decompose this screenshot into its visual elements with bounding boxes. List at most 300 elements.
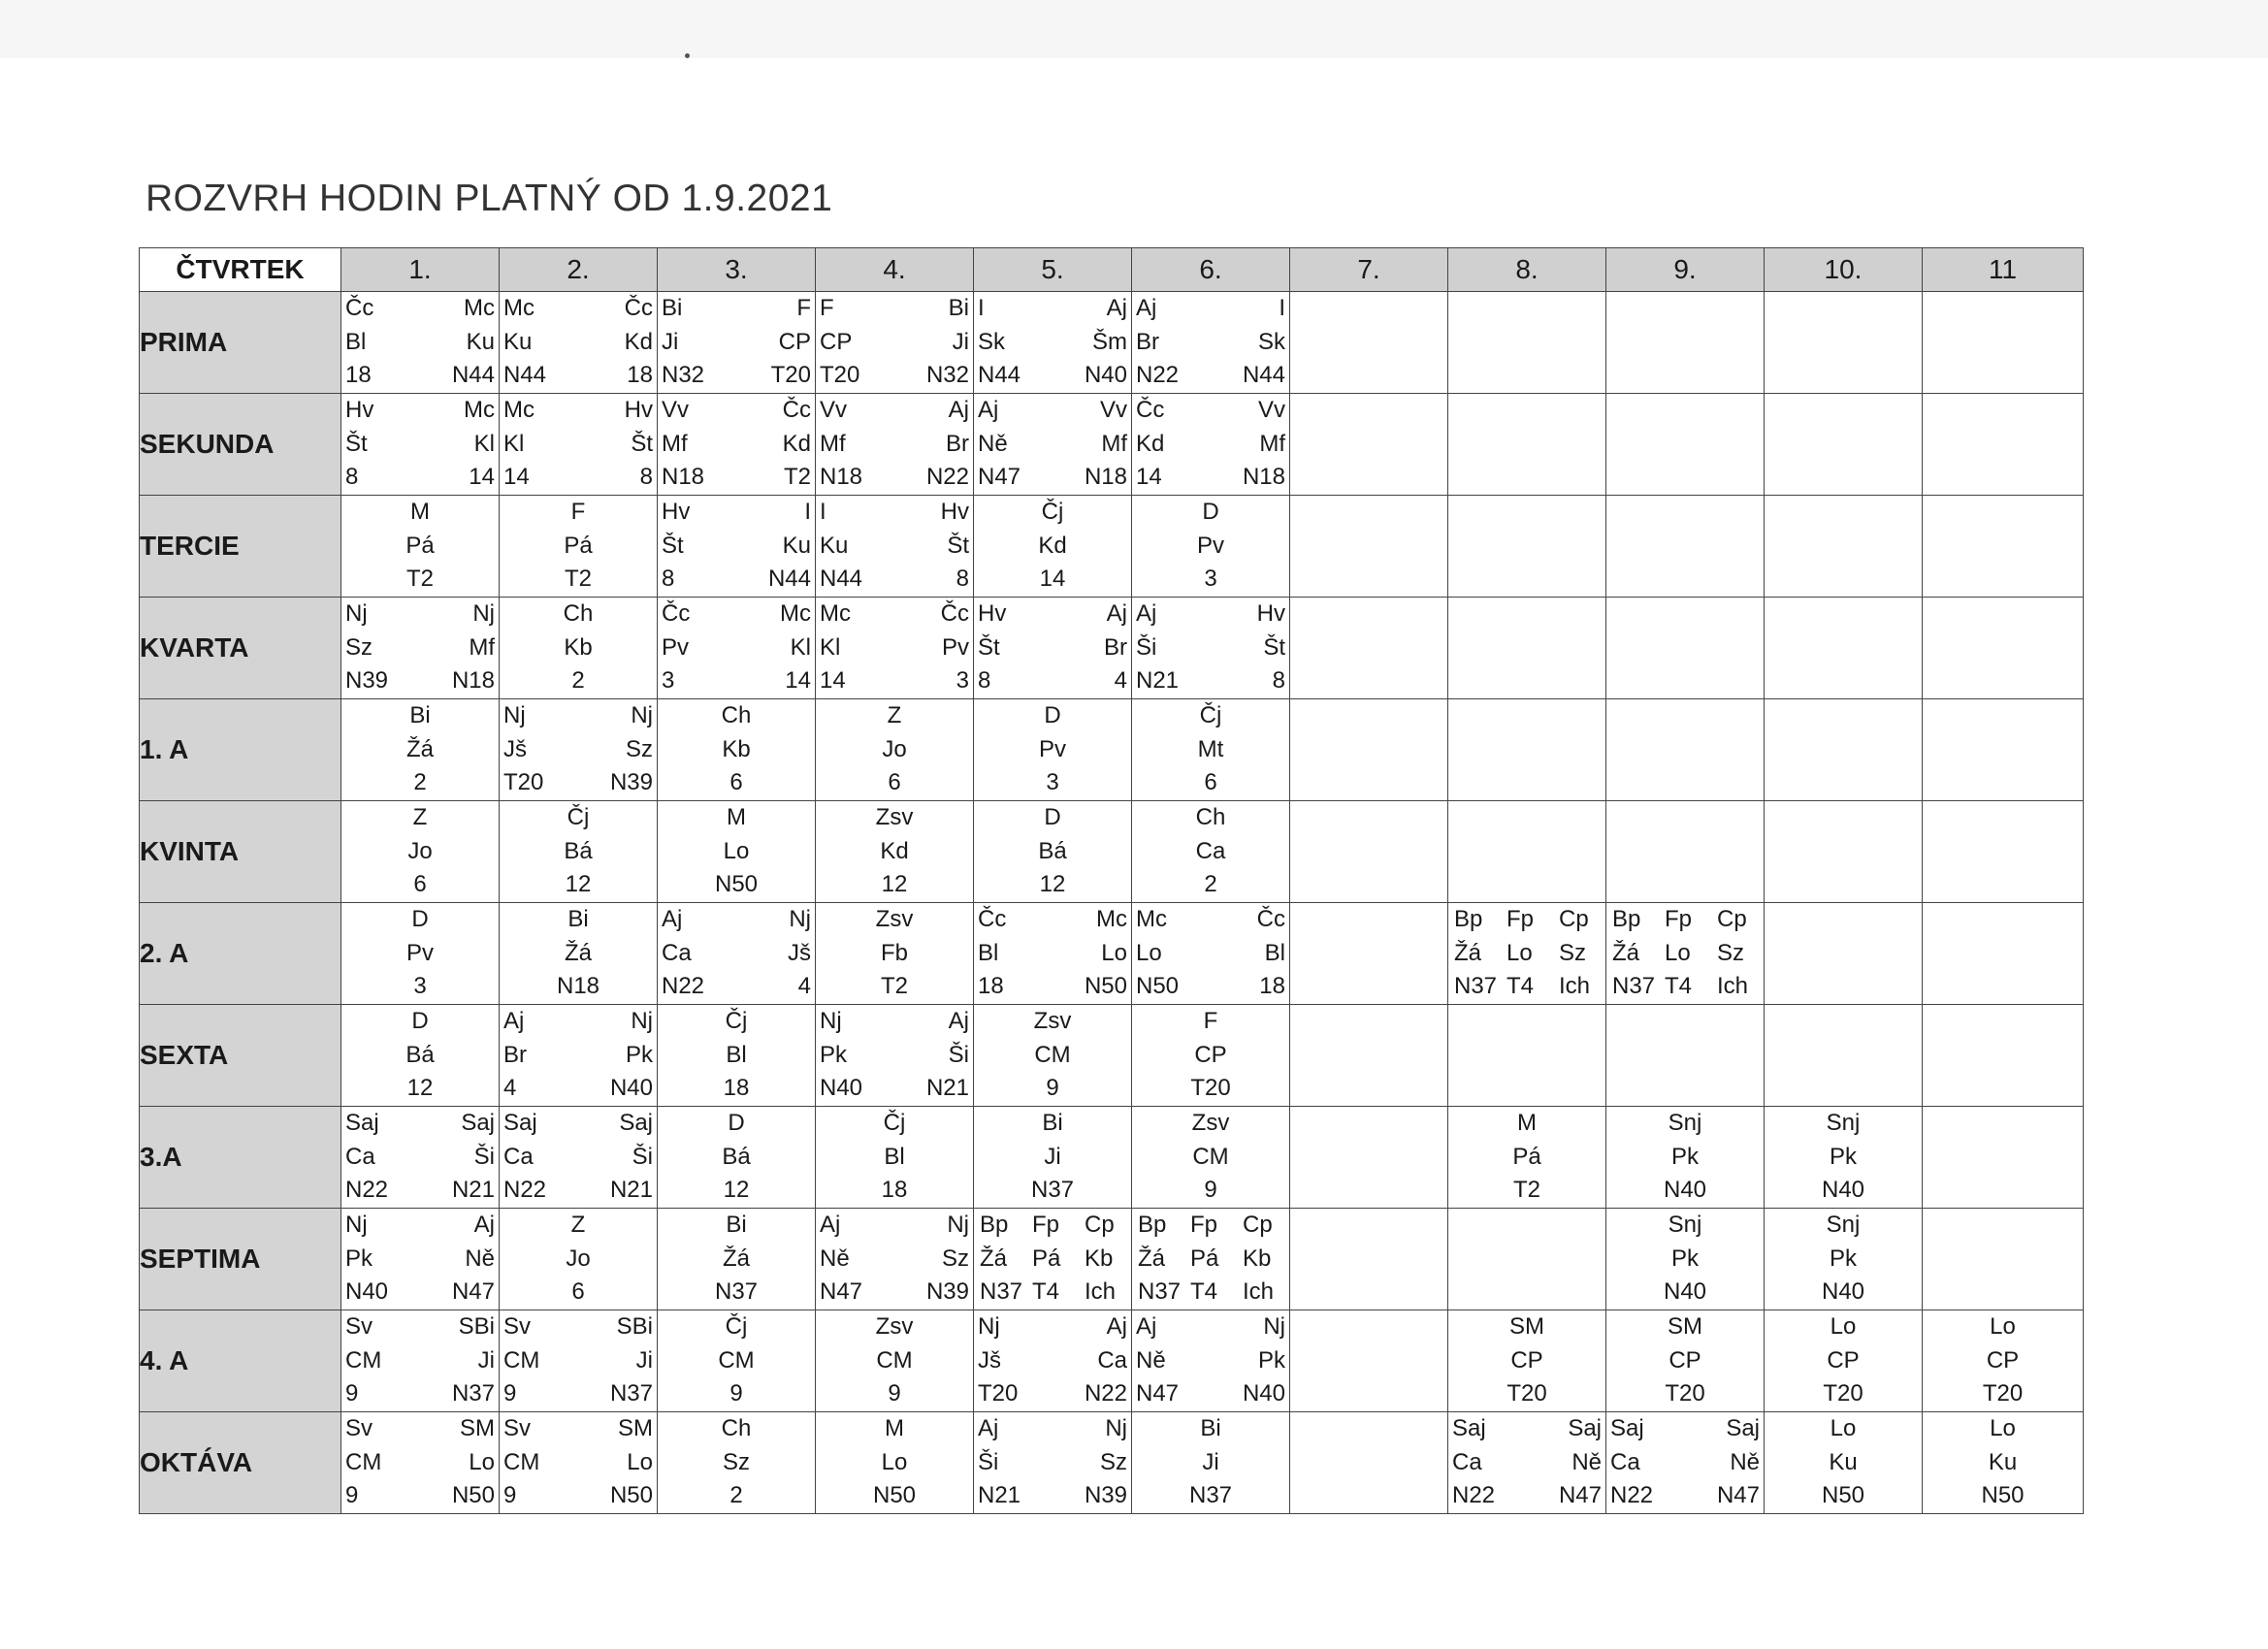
- room: 9: [345, 1380, 359, 1407]
- teacher: Ku: [1829, 1448, 1858, 1475]
- room: N22: [1452, 1482, 1496, 1509]
- teacher: Ně: [820, 1245, 850, 1272]
- teacher: Pk: [345, 1245, 373, 1272]
- lesson-cell: [974, 292, 1132, 394]
- room: T2: [783, 464, 811, 491]
- empty-cell: [1448, 699, 1606, 801]
- timetable-row: [140, 1412, 2084, 1514]
- subject: Nj: [345, 1212, 368, 1238]
- teacher: Pv: [1196, 532, 1224, 559]
- lesson-cell: [974, 1209, 1132, 1310]
- room: N39: [609, 769, 653, 796]
- lesson-cell: [500, 1209, 658, 1310]
- subject: Mc: [1136, 906, 1167, 932]
- subject: D: [1202, 499, 1219, 525]
- room: N22: [662, 973, 705, 1000]
- teacher: Bl: [726, 1041, 747, 1068]
- lesson-grid: [1448, 903, 1605, 1004]
- subject: Ch: [563, 600, 594, 627]
- lesson-cell: [1765, 1107, 1923, 1209]
- period-header: 10.: [1765, 248, 1923, 292]
- timetable-row: [140, 801, 2084, 903]
- room: 18: [627, 362, 653, 389]
- lesson-cell: [1132, 292, 1290, 394]
- lesson-grid: [816, 699, 973, 800]
- lesson-cell: [974, 1310, 1132, 1412]
- lesson-grid: [500, 801, 657, 902]
- empty-cell: [1765, 292, 1923, 394]
- empty-cell: [1290, 496, 1448, 598]
- subject: Nj: [631, 702, 653, 728]
- subject: Nj: [631, 1008, 653, 1034]
- room: 8: [345, 464, 359, 491]
- lesson-grid: [1765, 1107, 1922, 1208]
- room: N32: [925, 362, 969, 389]
- room: T4: [1032, 1278, 1060, 1306]
- teacher: Mf: [1101, 430, 1127, 457]
- lesson-cell: [816, 903, 974, 1005]
- timetable-row: [140, 1005, 2084, 1107]
- empty-cell: [1448, 394, 1606, 496]
- teacher: Kl: [503, 430, 525, 457]
- room: Ich: [1559, 973, 1591, 1000]
- subject: Cp: [1559, 906, 1589, 932]
- room: N37: [609, 1380, 653, 1407]
- teacher: Jo: [407, 837, 433, 864]
- subject: Bi: [1042, 1110, 1063, 1136]
- subject: M: [410, 499, 430, 525]
- empty-cell: [1765, 1005, 1923, 1107]
- room: 9: [1204, 1177, 1217, 1204]
- day-header: ČTVRTEK: [140, 248, 341, 292]
- timetable-row: [140, 496, 2084, 598]
- lesson-cell: [341, 496, 500, 598]
- lesson-cell: [1132, 1209, 1290, 1310]
- subject: SM: [1668, 1313, 1702, 1340]
- lesson-grid: [1606, 1107, 1764, 1208]
- empty-cell: [1923, 903, 2084, 1005]
- period-header: 3.: [658, 248, 816, 292]
- subject: Zsv: [1191, 1110, 1230, 1136]
- subject: SM: [1509, 1313, 1544, 1340]
- lesson-cell: [816, 496, 974, 598]
- lesson-grid: [974, 292, 1131, 393]
- lesson-cell: [816, 1209, 974, 1310]
- lesson-grid: [974, 1005, 1131, 1106]
- subject: Aj: [1136, 1313, 1157, 1340]
- teacher: Kd: [1038, 532, 1067, 559]
- empty-cell: [1448, 801, 1606, 903]
- room: T20: [503, 769, 544, 796]
- subject: Aj: [1136, 600, 1157, 627]
- subject: Cp: [1085, 1212, 1115, 1238]
- empty-cell: [1290, 1310, 1448, 1412]
- teacher: Šm: [1092, 328, 1127, 355]
- lesson-grid: [1132, 1209, 1289, 1310]
- teacher: CP: [1986, 1346, 2020, 1374]
- lesson-cell: [816, 394, 974, 496]
- teacher: Lo: [469, 1448, 495, 1475]
- subject: Hv: [345, 397, 374, 423]
- lesson-cell: [341, 1107, 500, 1209]
- room: N37: [1612, 973, 1656, 1000]
- empty-cell: [1448, 292, 1606, 394]
- subject: Nj: [820, 1008, 842, 1034]
- room: 12: [565, 871, 592, 898]
- period-header: 6.: [1132, 248, 1290, 292]
- subject: Bi: [948, 295, 969, 321]
- subject: Saj: [461, 1110, 495, 1136]
- subject: Vv: [1099, 397, 1127, 423]
- teacher: Mt: [1197, 735, 1224, 762]
- teacher: CM: [503, 1448, 540, 1475]
- room: N40: [820, 1075, 863, 1102]
- room: 18: [881, 1177, 908, 1204]
- teacher: Br: [1104, 633, 1127, 661]
- lesson-grid: [816, 394, 973, 495]
- lesson-grid: [500, 1005, 657, 1106]
- lesson-grid: [341, 903, 499, 1004]
- room: N39: [1084, 1482, 1127, 1509]
- lesson-cell: [1606, 903, 1765, 1005]
- subject: Nj: [1263, 1313, 1285, 1340]
- period-header: 5.: [974, 248, 1132, 292]
- subject: Vv: [1257, 397, 1285, 423]
- lesson-grid: [1606, 903, 1764, 1004]
- lesson-cell: [500, 699, 658, 801]
- teacher: Ku: [1988, 1448, 2018, 1475]
- room: 2: [729, 1482, 743, 1509]
- room: N40: [1663, 1177, 1707, 1204]
- subject: SBi: [616, 1313, 653, 1340]
- room: 4: [503, 1075, 517, 1102]
- teacher: CP: [1669, 1346, 1701, 1374]
- room: N22: [1084, 1380, 1127, 1407]
- room: N21: [451, 1177, 495, 1204]
- room: N18: [1242, 464, 1285, 491]
- timetable: [139, 247, 2084, 1514]
- lesson-grid: [658, 1412, 815, 1513]
- teacher: CP: [1827, 1346, 1860, 1374]
- lesson-grid: [658, 801, 815, 902]
- room: 6: [729, 769, 743, 796]
- class-name: OKTÁVA: [140, 1412, 341, 1514]
- room: T20: [1190, 1075, 1231, 1102]
- subject: D: [728, 1110, 745, 1136]
- teacher: Fb: [880, 939, 908, 966]
- teacher: CM: [345, 1346, 382, 1374]
- teacher: Pv: [662, 633, 690, 661]
- lesson-grid: [1923, 1310, 2083, 1411]
- class-name: SEPTIMA: [140, 1209, 341, 1310]
- lesson-grid: [974, 394, 1131, 495]
- lesson-cell: [341, 1412, 500, 1514]
- room: N44: [820, 566, 863, 593]
- lesson-cell: [1132, 598, 1290, 699]
- room: N40: [1242, 1380, 1285, 1407]
- room: N40: [1821, 1278, 1865, 1306]
- teacher: CM: [876, 1346, 913, 1374]
- lesson-grid: [974, 496, 1131, 597]
- lesson-grid: [500, 1107, 657, 1208]
- teacher: Št: [662, 532, 684, 559]
- room: 6: [413, 871, 427, 898]
- lesson-grid: [1132, 394, 1289, 495]
- subject: Čj: [1041, 499, 1064, 525]
- subject: Lo: [1830, 1313, 1857, 1340]
- lesson-grid: [341, 292, 499, 393]
- room: Ich: [1717, 973, 1749, 1000]
- subject: Aj: [1106, 600, 1127, 627]
- teacher: Pv: [405, 939, 434, 966]
- subject: Sv: [503, 1313, 532, 1340]
- lesson-grid: [1765, 1209, 1922, 1310]
- subject: Čj: [725, 1008, 748, 1034]
- room: 9: [345, 1482, 359, 1509]
- lesson-cell: [1132, 496, 1290, 598]
- lesson-cell: [500, 1107, 658, 1209]
- lesson-cell: [974, 394, 1132, 496]
- teacher: Pk: [1257, 1346, 1285, 1374]
- subject: SM: [618, 1415, 653, 1441]
- empty-cell: [1448, 1005, 1606, 1107]
- teacher: Br: [503, 1041, 527, 1068]
- lesson-grid: [341, 1412, 499, 1513]
- teacher: Mf: [820, 430, 846, 457]
- period-header: 11: [1923, 248, 2084, 292]
- teacher: Jš: [788, 939, 811, 966]
- lesson-cell: [816, 1412, 974, 1514]
- lesson-cell: [1448, 1310, 1606, 1412]
- lesson-cell: [816, 1310, 974, 1412]
- lesson-grid: [974, 1310, 1131, 1411]
- teacher: Ku: [820, 532, 849, 559]
- subject: Čc: [662, 600, 691, 627]
- lesson-cell: [1448, 903, 1606, 1005]
- teacher: Bá: [405, 1041, 435, 1068]
- empty-cell: [1765, 903, 1923, 1005]
- empty-cell: [1290, 394, 1448, 496]
- room: T4: [1665, 973, 1693, 1000]
- room: N50: [1981, 1482, 2025, 1509]
- room: 3: [1046, 769, 1059, 796]
- subject: Z: [887, 702, 902, 728]
- room: T20: [1982, 1380, 2024, 1407]
- subject: Bi: [567, 906, 589, 932]
- subject: Zsv: [875, 906, 914, 932]
- lesson-grid: [1606, 1310, 1764, 1411]
- subject: Saj: [345, 1110, 379, 1136]
- lesson-cell: [500, 903, 658, 1005]
- teacher: Kd: [782, 430, 811, 457]
- lesson-cell: [1132, 699, 1290, 801]
- teacher: Kb: [1243, 1245, 1272, 1272]
- subject: Fp: [1665, 906, 1693, 932]
- teacher: Žá: [1612, 939, 1640, 966]
- room: 8: [662, 566, 675, 593]
- room: N50: [714, 871, 759, 898]
- subject: D: [1044, 702, 1061, 728]
- room: T2: [405, 566, 434, 593]
- subject: D: [411, 906, 429, 932]
- teacher: Sz: [345, 633, 373, 661]
- room: N40: [1084, 362, 1127, 389]
- lesson-grid: [1606, 1412, 1764, 1513]
- lesson-grid: [1132, 903, 1289, 1004]
- lesson-grid: [658, 1209, 815, 1310]
- lesson-grid: [1132, 292, 1289, 393]
- room: N47: [820, 1278, 863, 1306]
- teacher: CM: [718, 1346, 755, 1374]
- teacher: Pá: [1512, 1143, 1541, 1170]
- teacher: Kd: [624, 328, 653, 355]
- lesson-grid: [1923, 1412, 2083, 1513]
- teacher: Ca: [503, 1143, 534, 1170]
- lesson-grid: [1132, 801, 1289, 902]
- teacher: Št: [345, 430, 368, 457]
- room: N37: [451, 1380, 495, 1407]
- teacher: Ji: [1044, 1143, 1061, 1170]
- lesson-grid: [341, 1107, 499, 1208]
- lesson-cell: [341, 1005, 500, 1107]
- room: N18: [662, 464, 705, 491]
- teacher: Lo: [1101, 939, 1127, 966]
- room: T4: [1190, 1278, 1218, 1306]
- room: N40: [1821, 1177, 1865, 1204]
- room: N21: [1136, 667, 1180, 695]
- teacher: Ca: [1195, 837, 1226, 864]
- lesson-cell: [658, 496, 816, 598]
- lesson-grid: [1765, 1412, 1922, 1513]
- teacher: Ca: [1097, 1346, 1127, 1374]
- lesson-grid: [1765, 1310, 1922, 1411]
- teacher: Jo: [882, 735, 907, 762]
- lesson-grid: [816, 903, 973, 1004]
- subject: F: [1203, 1008, 1218, 1034]
- lesson-grid: [341, 1310, 499, 1411]
- class-name: SEKUNDA: [140, 394, 341, 496]
- teacher: Žá: [980, 1245, 1008, 1272]
- subject: Nj: [789, 906, 811, 932]
- teacher: Žá: [722, 1245, 750, 1272]
- room: N22: [345, 1177, 389, 1204]
- room: N39: [925, 1278, 969, 1306]
- room: T20: [1507, 1380, 1547, 1407]
- teacher: Sz: [1099, 1448, 1127, 1475]
- teacher: Kb: [722, 735, 751, 762]
- lesson-grid: [341, 801, 499, 902]
- subject: Bi: [726, 1212, 747, 1238]
- room: N50: [1136, 973, 1180, 1000]
- room: 2: [571, 667, 585, 695]
- class-name: SEXTA: [140, 1005, 341, 1107]
- period-header: 9.: [1606, 248, 1765, 292]
- lesson-cell: [1765, 1412, 1923, 1514]
- lesson-grid: [500, 1209, 657, 1310]
- teacher: Lo: [723, 837, 750, 864]
- subject: Aj: [1106, 295, 1127, 321]
- room: 9: [503, 1380, 517, 1407]
- room: N47: [1558, 1482, 1602, 1509]
- empty-cell: [1923, 394, 2084, 496]
- room: 4: [797, 973, 811, 1000]
- teacher: Pv: [941, 633, 969, 661]
- room: N47: [1716, 1482, 1760, 1509]
- teacher: CP: [1194, 1041, 1227, 1068]
- teacher: Ši: [632, 1143, 653, 1170]
- empty-cell: [1606, 292, 1765, 394]
- teacher: CM: [345, 1448, 382, 1475]
- lesson-cell: [658, 394, 816, 496]
- teacher: Št: [1263, 633, 1285, 661]
- empty-cell: [1448, 598, 1606, 699]
- teacher: Žá: [405, 735, 434, 762]
- teacher: Sz: [941, 1245, 969, 1272]
- lesson-cell: [500, 598, 658, 699]
- subject: Hv: [662, 499, 691, 525]
- teacher: Ca: [1452, 1448, 1482, 1475]
- subject: Saj: [1726, 1415, 1760, 1441]
- lesson-grid: [1132, 1005, 1289, 1106]
- scan-top-band: [0, 0, 2268, 58]
- class-name: KVINTA: [140, 801, 341, 903]
- teacher: CM: [1034, 1041, 1071, 1068]
- room: 12: [723, 1177, 750, 1204]
- lesson-cell: [500, 801, 658, 903]
- subject: Čc: [940, 600, 969, 627]
- teacher: Kb: [564, 633, 593, 661]
- lesson-grid: [816, 496, 973, 597]
- empty-cell: [1606, 1005, 1765, 1107]
- subject: Vv: [820, 397, 848, 423]
- subject: Čc: [345, 295, 374, 321]
- subject: Aj: [473, 1212, 495, 1238]
- lesson-cell: [816, 1107, 974, 1209]
- room: N50: [872, 1482, 917, 1509]
- subject: Mc: [464, 397, 495, 423]
- room: 3: [1204, 566, 1217, 593]
- room: 9: [503, 1482, 517, 1509]
- room: N44: [978, 362, 1021, 389]
- subject: Nj: [978, 1313, 1000, 1340]
- teacher: Bl: [884, 1143, 905, 1170]
- subject: Čj: [725, 1313, 748, 1340]
- teacher: Jo: [566, 1245, 591, 1272]
- empty-cell: [1923, 1005, 2084, 1107]
- room: 14: [785, 667, 811, 695]
- room: 14: [1136, 464, 1162, 491]
- subject: Sv: [345, 1415, 373, 1441]
- lesson-grid: [658, 598, 815, 698]
- lesson-cell: [341, 699, 500, 801]
- teacher: Ně: [1571, 1448, 1602, 1475]
- class-name: TERCIE: [140, 496, 341, 598]
- teacher: Pk: [820, 1041, 848, 1068]
- lesson-grid: [816, 1107, 973, 1208]
- lesson-grid: [658, 1005, 815, 1106]
- class-name: 4. A: [140, 1310, 341, 1412]
- lesson-cell: [1132, 1107, 1290, 1209]
- room: N44: [1242, 362, 1285, 389]
- subject: Lo: [1990, 1415, 2016, 1441]
- room: T4: [1507, 973, 1535, 1000]
- room: N40: [609, 1075, 653, 1102]
- class-name: PRIMA: [140, 292, 341, 394]
- teacher: Sk: [1257, 328, 1285, 355]
- lesson-grid: [500, 292, 657, 393]
- lesson-grid: [816, 1005, 973, 1106]
- teacher: Ku: [782, 532, 811, 559]
